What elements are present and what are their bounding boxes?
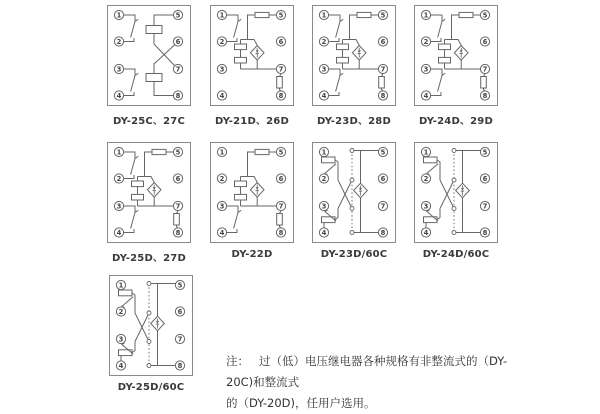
coil bbox=[337, 57, 349, 63]
terminal-number: 2 bbox=[423, 174, 429, 183]
terminal-number: 3 bbox=[423, 65, 429, 74]
terminal-number: 4 bbox=[219, 228, 225, 237]
coil bbox=[146, 26, 162, 34]
relay-schematic bbox=[312, 5, 396, 106]
terminal bbox=[114, 201, 123, 210]
terminal-number: 8 bbox=[175, 228, 181, 237]
linkage-node bbox=[452, 149, 456, 153]
coil bbox=[146, 74, 162, 82]
terminal bbox=[421, 147, 430, 156]
terminal-number: 6 bbox=[278, 174, 284, 183]
terminal bbox=[378, 201, 387, 210]
terminal-number: 2 bbox=[118, 307, 124, 316]
terminal bbox=[319, 147, 328, 156]
linkage-node bbox=[147, 364, 151, 368]
terminal-number: 2 bbox=[423, 37, 429, 46]
terminal-number: 3 bbox=[423, 202, 429, 211]
terminal bbox=[319, 228, 328, 237]
terminal bbox=[276, 37, 285, 46]
terminal bbox=[116, 334, 125, 343]
terminal bbox=[116, 307, 125, 316]
terminal-number: 6 bbox=[175, 37, 181, 46]
terminal bbox=[217, 91, 226, 100]
diagram-label: DY-25D/60C bbox=[117, 382, 185, 393]
relay-schematic bbox=[210, 5, 294, 106]
terminal-number: 8 bbox=[380, 228, 386, 237]
coil bbox=[424, 157, 438, 163]
terminal-number: 7 bbox=[177, 335, 183, 344]
terminal-number: 6 bbox=[482, 174, 488, 183]
relay-schematic bbox=[107, 142, 191, 243]
relay-schematic bbox=[107, 5, 191, 106]
terminal bbox=[114, 10, 123, 19]
terminal bbox=[173, 174, 182, 183]
relay-diagram bbox=[202, 142, 302, 260]
diagram-label: DY-21D、26D bbox=[215, 116, 289, 127]
resistor bbox=[255, 12, 269, 17]
terminal bbox=[217, 37, 226, 46]
linkage-node bbox=[147, 282, 151, 286]
terminal-number: 4 bbox=[423, 228, 429, 237]
terminal bbox=[378, 147, 387, 156]
terminal-number: 3 bbox=[118, 335, 124, 344]
terminal bbox=[319, 10, 328, 19]
linkage-node bbox=[350, 231, 354, 235]
terminal bbox=[319, 201, 328, 210]
terminal bbox=[217, 147, 226, 156]
relay-schematic bbox=[312, 142, 396, 243]
note-line-1: 注： 过（低）电压继电器各种规格有非整流式的（DY-20C)和整流式 bbox=[226, 354, 508, 389]
terminal bbox=[173, 37, 182, 46]
terminal bbox=[217, 228, 226, 237]
terminal-number: 8 bbox=[175, 91, 181, 100]
terminal bbox=[175, 307, 184, 316]
terminal bbox=[175, 334, 184, 343]
terminal-number: 6 bbox=[380, 37, 386, 46]
terminal bbox=[114, 37, 123, 46]
terminal bbox=[319, 37, 328, 46]
resistor bbox=[277, 214, 283, 226]
terminal-number: 1 bbox=[118, 281, 124, 290]
relay-schematic bbox=[414, 142, 498, 243]
terminal bbox=[480, 10, 489, 19]
terminal bbox=[173, 201, 182, 210]
resistor bbox=[255, 149, 269, 154]
coil bbox=[424, 217, 438, 223]
terminal-number: 8 bbox=[177, 361, 183, 370]
linkage-node bbox=[452, 207, 456, 211]
terminal bbox=[175, 280, 184, 289]
terminal-number: 4 bbox=[116, 91, 122, 100]
terminal bbox=[217, 174, 226, 183]
terminal bbox=[276, 64, 285, 73]
terminal-number: 5 bbox=[380, 11, 386, 20]
terminal bbox=[480, 201, 489, 210]
relay-diagram bbox=[99, 5, 199, 127]
terminal bbox=[480, 37, 489, 46]
resistor bbox=[357, 12, 371, 17]
relay-diagram bbox=[304, 142, 404, 260]
terminal bbox=[217, 64, 226, 73]
terminal-number: 5 bbox=[278, 11, 284, 20]
coil bbox=[235, 194, 247, 200]
terminal-number: 7 bbox=[482, 202, 488, 211]
diagram-label: DY-23D/60C bbox=[320, 249, 388, 260]
terminal-number: 5 bbox=[278, 148, 284, 157]
terminal-number: 1 bbox=[116, 148, 122, 157]
terminal-number: 1 bbox=[321, 148, 327, 157]
relay-diagram bbox=[406, 5, 506, 127]
terminal-number: 4 bbox=[118, 361, 124, 370]
relay-schematic bbox=[109, 275, 193, 376]
terminal-number: 2 bbox=[116, 37, 122, 46]
terminal bbox=[480, 174, 489, 183]
terminal-number: 8 bbox=[380, 91, 386, 100]
terminal-number: 3 bbox=[219, 65, 225, 74]
terminal bbox=[276, 228, 285, 237]
terminal bbox=[217, 201, 226, 210]
terminal bbox=[114, 91, 123, 100]
terminal bbox=[378, 91, 387, 100]
terminal-number: 1 bbox=[116, 11, 122, 20]
terminal-number: 5 bbox=[175, 11, 181, 20]
terminal-number: 7 bbox=[175, 202, 181, 211]
terminal bbox=[114, 228, 123, 237]
terminal bbox=[421, 228, 430, 237]
terminal bbox=[175, 361, 184, 370]
terminal bbox=[276, 91, 285, 100]
terminal-number: 5 bbox=[482, 11, 488, 20]
relay-diagram bbox=[406, 142, 506, 260]
linkage-node bbox=[452, 178, 456, 182]
terminal-number: 2 bbox=[219, 174, 225, 183]
terminal-number: 4 bbox=[423, 91, 429, 100]
resistor bbox=[481, 77, 487, 89]
terminal bbox=[319, 91, 328, 100]
terminal-number: 4 bbox=[219, 91, 225, 100]
terminal-number: 8 bbox=[278, 228, 284, 237]
terminal-number: 4 bbox=[116, 228, 122, 237]
terminal bbox=[217, 10, 226, 19]
terminal bbox=[276, 201, 285, 210]
coil bbox=[235, 181, 247, 187]
diagram-label: DY-25C、27C bbox=[112, 116, 185, 127]
terminal-number: 6 bbox=[177, 307, 183, 316]
linkage-node bbox=[350, 207, 354, 211]
linkage-node bbox=[350, 149, 354, 153]
coil bbox=[235, 44, 247, 50]
terminal-number: 6 bbox=[380, 174, 386, 183]
coil bbox=[119, 350, 133, 356]
terminal bbox=[173, 228, 182, 237]
terminal-number: 8 bbox=[482, 228, 488, 237]
linkage-node bbox=[147, 340, 151, 344]
terminal-number: 7 bbox=[175, 65, 181, 74]
linkage-node bbox=[350, 178, 354, 182]
terminal bbox=[378, 10, 387, 19]
terminal-number: 7 bbox=[380, 65, 386, 74]
relay-schematic bbox=[414, 5, 498, 106]
diagram-label: DY-24D、29D bbox=[419, 116, 493, 127]
terminal-number: 3 bbox=[116, 202, 122, 211]
relay-schematic bbox=[210, 142, 294, 243]
note-text bbox=[226, 351, 526, 414]
terminal-number: 7 bbox=[380, 202, 386, 211]
relay-diagram bbox=[99, 142, 199, 264]
terminal bbox=[276, 174, 285, 183]
terminal bbox=[421, 37, 430, 46]
coil bbox=[322, 157, 336, 163]
diagram-label: DY-22D bbox=[231, 249, 273, 260]
terminal-number: 5 bbox=[482, 148, 488, 157]
coil bbox=[439, 57, 451, 63]
relay-diagram bbox=[101, 275, 201, 393]
terminal-number: 7 bbox=[482, 65, 488, 74]
resistor bbox=[174, 214, 180, 226]
terminal bbox=[173, 91, 182, 100]
terminal-number: 1 bbox=[321, 11, 327, 20]
terminal-number: 5 bbox=[380, 148, 386, 157]
linkage-node bbox=[147, 311, 151, 315]
terminal bbox=[319, 64, 328, 73]
terminal bbox=[173, 10, 182, 19]
terminal-number: 8 bbox=[278, 91, 284, 100]
terminal bbox=[378, 174, 387, 183]
terminal-number: 4 bbox=[321, 228, 327, 237]
note-line-2: 的（DY-20D)，任用户选用。 bbox=[226, 396, 376, 410]
terminal bbox=[421, 174, 430, 183]
diagram-label: DY-25D、27D bbox=[112, 253, 186, 264]
resistor bbox=[379, 77, 385, 89]
terminal bbox=[378, 64, 387, 73]
note-prefix: 注： bbox=[226, 354, 249, 368]
terminal bbox=[276, 147, 285, 156]
terminal-number: 6 bbox=[278, 37, 284, 46]
resistor bbox=[152, 149, 166, 154]
terminal bbox=[173, 147, 182, 156]
terminal bbox=[480, 91, 489, 100]
terminal-number: 7 bbox=[278, 65, 284, 74]
terminal bbox=[114, 64, 123, 73]
terminal-number: 4 bbox=[321, 91, 327, 100]
terminal-number: 6 bbox=[175, 174, 181, 183]
diagram-label: DY-24D/60C bbox=[422, 249, 490, 260]
coil bbox=[235, 57, 247, 63]
resistor bbox=[459, 12, 473, 17]
coil bbox=[132, 194, 144, 200]
terminal bbox=[480, 64, 489, 73]
terminal bbox=[114, 147, 123, 156]
relay-diagram bbox=[304, 5, 404, 127]
terminal bbox=[421, 64, 430, 73]
terminal-number: 1 bbox=[219, 148, 225, 157]
terminal bbox=[421, 10, 430, 19]
diagram-label: DY-23D、28D bbox=[317, 116, 391, 127]
terminal bbox=[378, 37, 387, 46]
terminal bbox=[421, 201, 430, 210]
relay-diagram bbox=[202, 5, 302, 127]
terminal-number: 2 bbox=[321, 37, 327, 46]
coil bbox=[119, 290, 133, 296]
terminal-number: 2 bbox=[321, 174, 327, 183]
terminal bbox=[378, 228, 387, 237]
terminal bbox=[421, 91, 430, 100]
terminal-number: 7 bbox=[278, 202, 284, 211]
coil bbox=[322, 217, 336, 223]
terminal-number: 3 bbox=[321, 65, 327, 74]
terminal-number: 1 bbox=[423, 11, 429, 20]
terminal bbox=[276, 10, 285, 19]
terminal-number: 3 bbox=[321, 202, 327, 211]
terminal-number: 2 bbox=[219, 37, 225, 46]
terminal-number: 8 bbox=[482, 91, 488, 100]
terminal bbox=[116, 361, 125, 370]
coil bbox=[337, 44, 349, 50]
coil bbox=[132, 181, 144, 187]
resistor bbox=[277, 77, 283, 89]
linkage-node bbox=[452, 231, 456, 235]
terminal bbox=[116, 280, 125, 289]
terminal-number: 1 bbox=[423, 148, 429, 157]
terminal-number: 5 bbox=[175, 148, 181, 157]
terminal bbox=[480, 228, 489, 237]
terminal-number: 6 bbox=[482, 37, 488, 46]
terminal-number: 1 bbox=[219, 11, 225, 20]
terminal-number: 3 bbox=[219, 202, 225, 211]
terminal-number: 3 bbox=[116, 65, 122, 74]
coil bbox=[439, 44, 451, 50]
terminal-number: 5 bbox=[177, 281, 183, 290]
terminal-number: 2 bbox=[116, 174, 122, 183]
terminal bbox=[173, 64, 182, 73]
terminal bbox=[114, 174, 123, 183]
terminal bbox=[319, 174, 328, 183]
terminal bbox=[480, 147, 489, 156]
